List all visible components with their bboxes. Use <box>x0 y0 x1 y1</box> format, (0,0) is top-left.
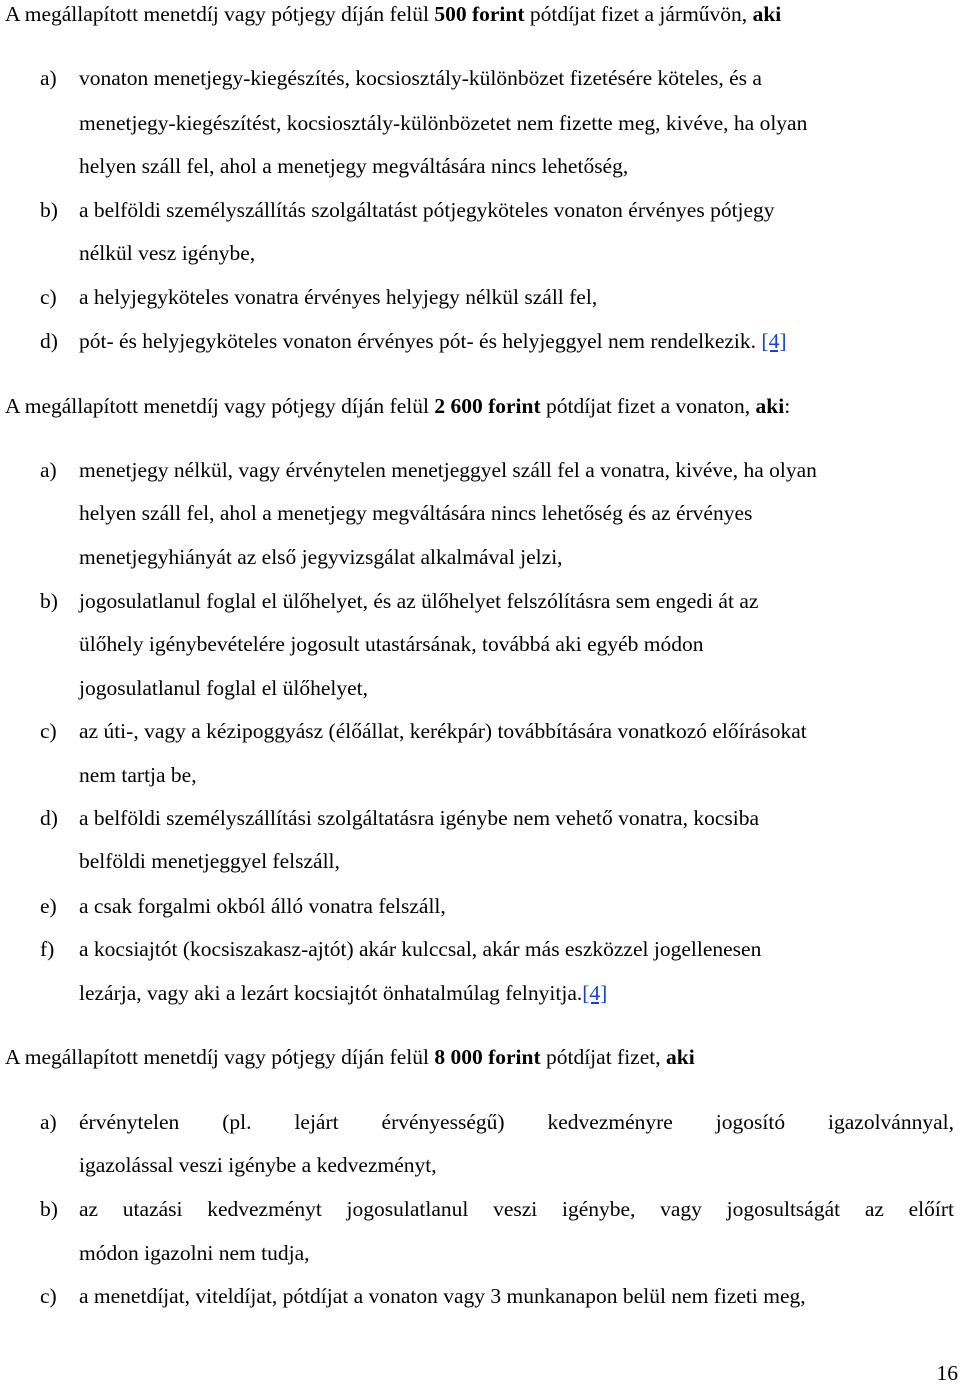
section2-intro: A megállapított menetdíj vagy pótjegy díján felül 2 600 forint pótdíjat fizet a vonaton, aki: <box>5 394 791 418</box>
s2-item-a-line1: a) menetjegy nélkül, vagy érvénytelen menetjeggyel száll fel a vonatra, kivéve, ha olyan <box>40 458 817 482</box>
section1-intro <box>5 0 781 28</box>
s1-item-b-line2: nélkül vesz igénybe, <box>79 241 256 265</box>
s1-item-a-label: a) <box>40 66 57 90</box>
s2-item-b-line3: jogosulatlanul foglal el ülőhelyet, <box>79 676 368 700</box>
s2-item-b-line2: ülőhely igénybevételére jogosult utastársának, továbbá aki egyéb módon <box>79 632 704 656</box>
section1-amount: 500 forint <box>434 2 525 26</box>
section2-aki: aki <box>755 394 785 418</box>
s3-item-b-line2: módon igazolni nem tudja, <box>79 1241 310 1265</box>
reference-link[interactable]: [4] <box>582 981 608 1005</box>
s1-item-d-line1: d) pót- és helyjegyköteles vonaton érvényes pót- és helyjeggyel nem rendelkezik. [4] <box>40 329 787 353</box>
s3-item-b-line1: b) az utazási kedvezményt jogosulatlanul veszi igénybe, vagy jogosultságát az előírt <box>40 1197 954 1221</box>
s2-item-d-line2: belföldi menetjeggyel felszáll, <box>79 849 340 873</box>
s1-item-a-line3: helyen száll fel, ahol a menetjegy megváltására nincs lehetőség, <box>79 154 629 178</box>
s2-item-f-line1: f) a kocsiajtót (kocsiszakasz-ajtót) akár kulccsal, akár más eszközzel jogellenesen <box>40 937 762 961</box>
s2-item-f-label: f) <box>40 937 55 961</box>
s2-item-d-line1: d) a belföldi személyszállítási szolgáltatásra igénybe nem vehető vonatra, kocsiba <box>40 806 759 830</box>
section2-amount: 2 600 forint <box>434 394 541 418</box>
s3-item-a-line1: a) érvénytelen (pl. lejárt érvényességű) kedvezményre jogosító igazolvánnyal, <box>40 1110 954 1134</box>
section3-aki: aki <box>666 1045 695 1069</box>
s1-item-a-line2: menetjegy-kiegészítést, kocsiosztály-különbözetet nem fizette meg, kivéve, ha olyan <box>79 111 808 135</box>
s2-item-c-line1: c) az úti-, vagy a kézipoggyász (élőállat, kerékpár) továbbítására vonatkozó előírásokat <box>40 719 807 743</box>
s1-item-c-line1: c) a helyjegyköteles vonatra érvényes helyjegy nélkül száll fel, <box>40 285 598 309</box>
s2-item-b-line1: b) jogosulatlanul foglal el ülőhelyet, és az ülőhelyet felszólításra sem engedi át az <box>40 589 759 613</box>
s2-item-f-line2: lezárja, vagy aki a lezárt kocsiajtót önhatalmúlag felnyitja.[4] <box>79 981 608 1005</box>
s3-item-c-line1: c) a menetdíjat, viteldíjat, pótdíjat a vonaton vagy 3 munkanapon belül nem fizeti meg, <box>40 1284 806 1308</box>
s2-item-e-label: e) <box>40 894 57 918</box>
section1-intro-pre: A megállapított menetdíj vagy pótjegy díján felül <box>5 2 435 26</box>
s2-item-a-line2: helyen száll fel, ahol a menetjegy megváltására nincs lehetőség és az érvényes <box>79 501 753 525</box>
s1-item-a-line1: a) vonaton menetjegy-kiegészítés, kocsiosztály-különbözet fizetésére köteles, és a <box>40 66 762 90</box>
section1-aki: aki <box>752 2 782 26</box>
page-number: 16 <box>936 1361 958 1385</box>
s3-item-a-line2: igazolással veszi igénybe a kedvezményt, <box>79 1153 437 1177</box>
s2-item-c-line2: nem tartja be, <box>79 763 197 787</box>
s2-item-a-label: a) <box>40 458 57 482</box>
section3-intro: A megállapított menetdíj vagy pótjegy díján felül 8 000 forint pótdíjat fizet, aki <box>5 1045 695 1069</box>
s2-item-c-label: c) <box>40 719 57 743</box>
reference-link[interactable]: [4] <box>761 329 787 353</box>
section1-intro-mid: pótdíjat fizet a járművön, <box>524 2 753 26</box>
section3-amount: 8 000 forint <box>434 1045 541 1069</box>
s3-item-c-label: c) <box>40 1284 57 1308</box>
s2-item-e-line1: e) a csak forgalmi okból álló vonatra felszáll, <box>40 894 446 918</box>
s2-item-a-line3: menetjegyhiányát az első jegyvizsgálat alkalmával jelzi, <box>79 545 563 569</box>
s1-item-b-label: b) <box>40 198 58 222</box>
s1-item-d-label: d) <box>40 329 58 353</box>
s2-item-d-label: d) <box>40 806 58 830</box>
s2-item-b-label: b) <box>40 589 58 613</box>
s3-item-a-label: a) <box>40 1110 57 1134</box>
s1-item-b-line1: b) a belföldi személyszállítás szolgáltatást pótjegyköteles vonaton érvényes pótjegy <box>40 198 775 222</box>
s1-item-c-label: c) <box>40 285 57 309</box>
s3-item-b-label: b) <box>40 1197 58 1221</box>
